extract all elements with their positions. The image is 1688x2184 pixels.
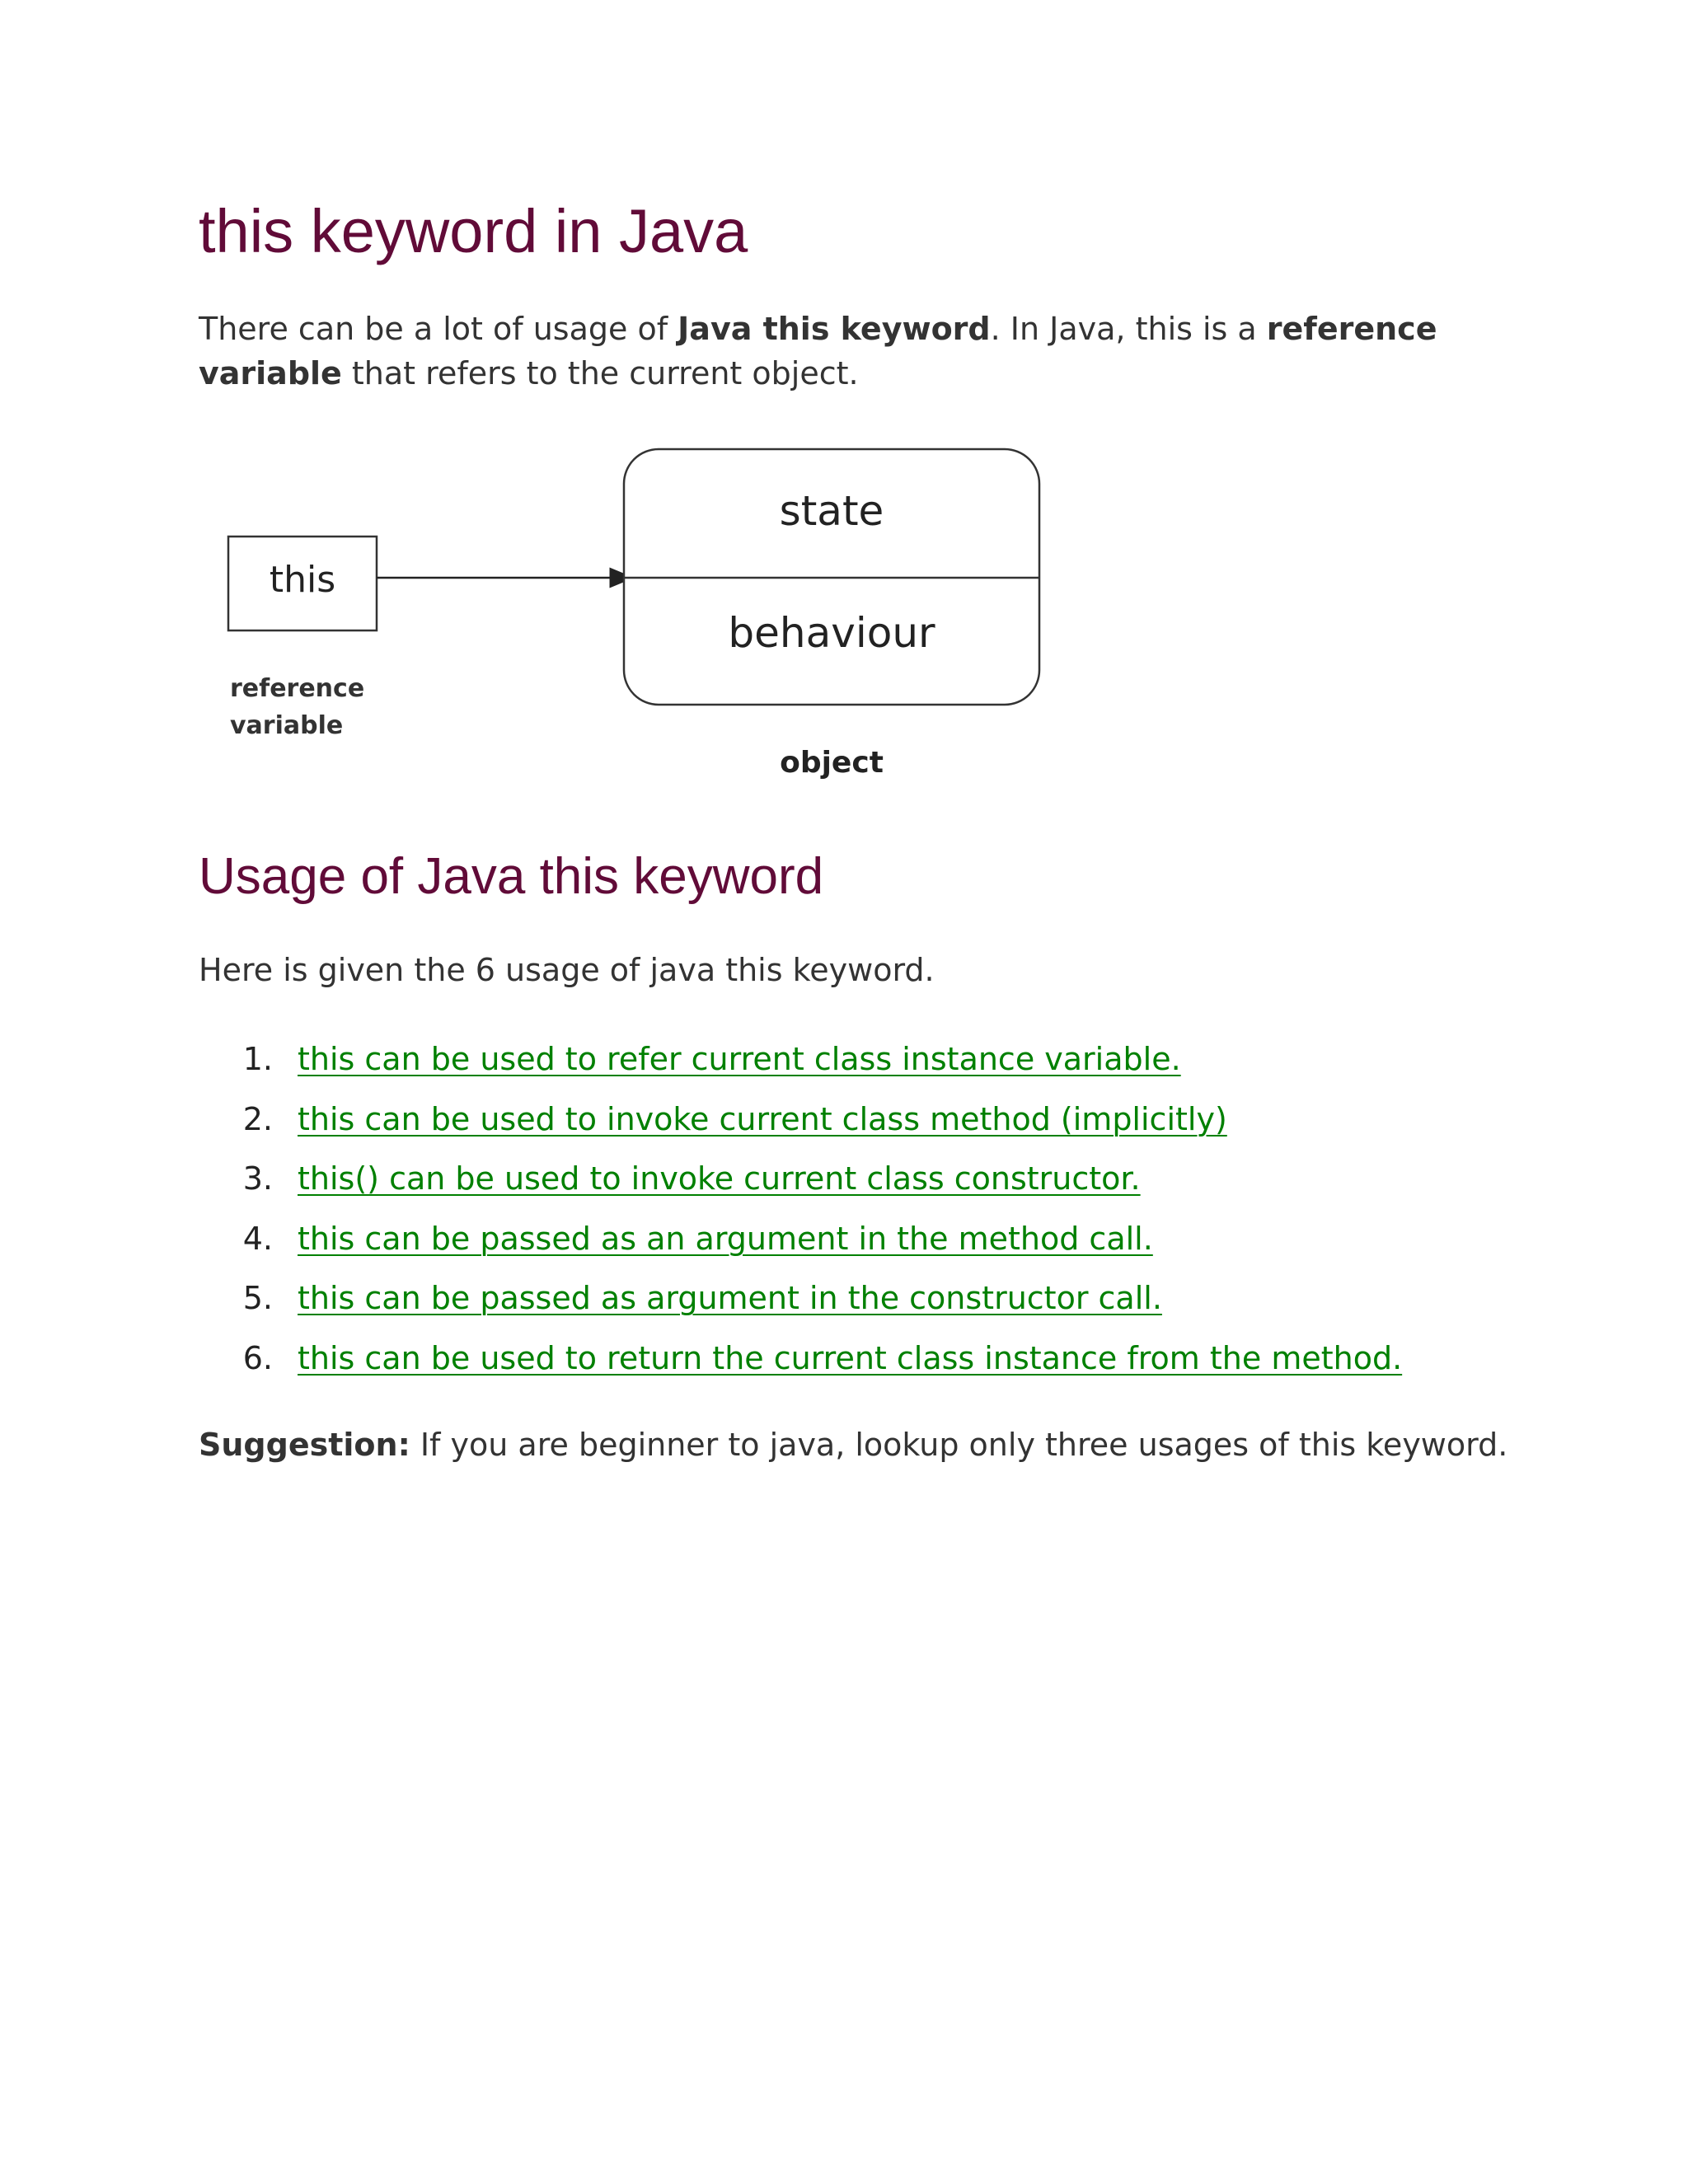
object-label: object	[780, 746, 884, 780]
list-item-number: 3.	[242, 1160, 273, 1197]
this-box-label: this	[269, 559, 336, 601]
intro-paragraph	[199, 307, 1517, 396]
behaviour-label: behaviour	[728, 609, 935, 657]
list-item-number: 1.	[242, 1041, 273, 1077]
this-reference-diagram	[220, 441, 1053, 795]
usage-link-6[interactable]: this can be used to return the current class instance from the method.	[298, 1339, 1403, 1376]
intro-text-2: . In Java, this is a	[990, 311, 1267, 347]
intro-bold-reference-variable: reference variable	[199, 311, 1437, 391]
list-item-number: 5.	[242, 1280, 273, 1317]
usage-link-1[interactable]: this can be used to refer current class instance variable.	[298, 1041, 1181, 1077]
intro-text-1: There can be a lot of usage of	[199, 311, 678, 347]
suggestion-label: Suggestion:	[199, 1427, 410, 1463]
list-item-number: 2.	[242, 1100, 273, 1137]
page-title: this keyword in Java	[199, 197, 748, 265]
list-item-number: 4.	[242, 1220, 273, 1257]
usage-link-3[interactable]: this() can be used to invoke current class constructor.	[298, 1160, 1141, 1197]
intro-text-3: that refers to the current object.	[341, 355, 859, 391]
usage-link-2[interactable]: this can be used to invoke current class method (implicitly)	[298, 1100, 1227, 1137]
state-label: state	[779, 487, 884, 535]
usage-intro-text: Here is given the 6 usage of java this keyword.	[199, 952, 935, 988]
reference-variable-label-line1: reference	[230, 674, 365, 703]
usage-section-heading: Usage of Java this keyword	[199, 848, 824, 905]
suggestion-text: If you are beginner to java, lookup only three usages of this keyword.	[410, 1427, 1508, 1463]
list-item-number: 6.	[242, 1339, 273, 1376]
intro-bold-java-this-keyword: Java this keyword	[678, 311, 991, 347]
usage-link-5[interactable]: this can be passed as argument in the constructor call.	[298, 1280, 1162, 1317]
suggestion-paragraph	[199, 1422, 1507, 1467]
reference-variable-label-line2: variable	[230, 711, 344, 740]
usage-link-4[interactable]: this can be passed as an argument in the method call.	[298, 1220, 1153, 1257]
